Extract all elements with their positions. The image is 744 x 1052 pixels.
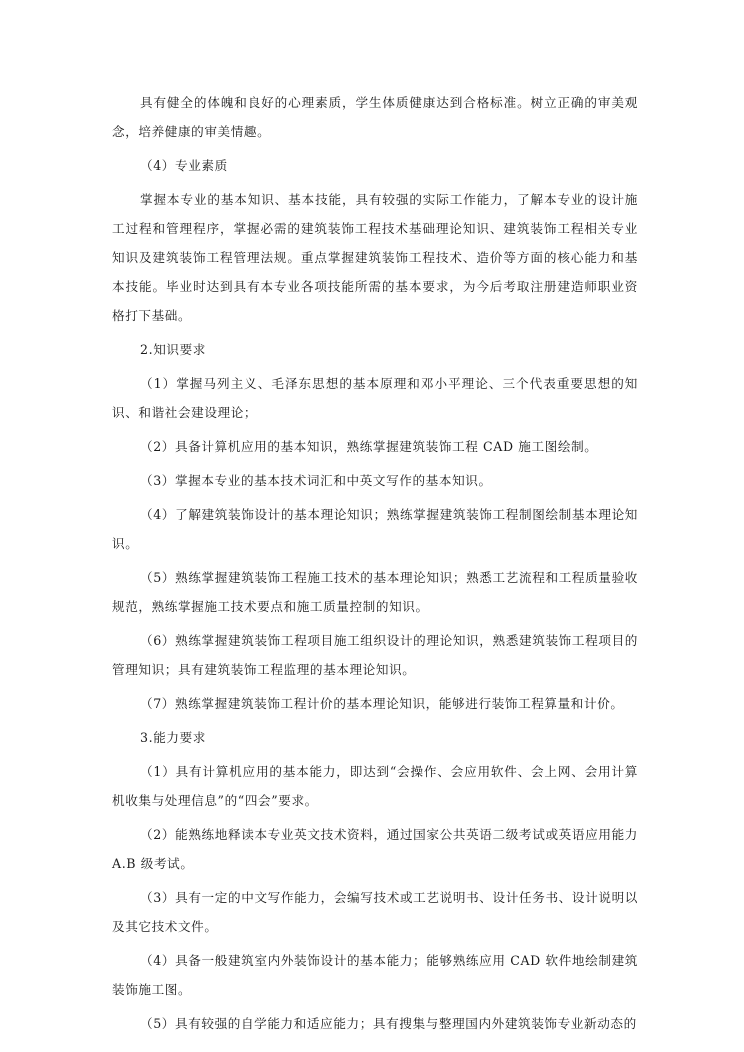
section-heading-ability: 3.能力要求 xyxy=(140,730,206,745)
paragraph-professional-quality: 掌握本专业的基本知识、基本技能，具有较强的实际工作能力，了解本专业的设计施工过程和管理程序，掌握必需的建筑装饰工程技术基础理论知识、建筑装饰工程相关专业知识及建筑装饰工程管理法规。重点掌握建筑装饰工程技术、造价等方面的核心能力和基本技能。毕业时达到具有本专业各项技能所需的基本要求，为今后考取注册建造师职业资格打下基础。 xyxy=(112,192,638,323)
knowledge-item-1: （1）掌握马列主义、毛泽东思想的基本原理和邓小平理论、三个代表重要思想的知识、和谐社会建设理论； xyxy=(112,376,638,420)
section-heading-knowledge: 2.知识要求 xyxy=(140,342,206,357)
paragraph-physical-quality: 具有健全的体魄和良好的心理素质，学生体质健康达到合格标准。树立正确的审美观念，培养健康的审美情趣。 xyxy=(112,95,638,139)
knowledge-item-2: （2）具备计算机应用的基本知识，熟练掌握建筑装饰工程 CAD 施工图绘制。 xyxy=(140,439,598,454)
knowledge-item-3: （3）掌握本专业的基本技术词汇和中英文写作的基本知识。 xyxy=(140,473,492,488)
ability-item-1: （1）具有计算机应用的基本能力，即达到“会操作、会应用软件、会上网、会用计算机收集与处理信息”的“四会”要求。 xyxy=(112,764,638,808)
knowledge-item-7: （7）熟练掌握建筑装饰工程计价的基本理论知识，能够进行装饰工程算量和计价。 xyxy=(140,696,624,711)
ability-item-2: （2）能熟练地释读本专业英文技术资料，通过国家公共英语二级考试或英语应用能力A.B 级考试。 xyxy=(112,827,638,871)
ability-item-5: （5）具有较强的自学能力和适应能力；具有搜集与整理国内外建筑装饰专业新动态的 xyxy=(140,1016,637,1031)
ability-item-4: （4）具备一般建筑室内外装饰设计的基本能力；能够熟练应用 CAD 软件地绘制建筑装饰施工图。 xyxy=(112,953,638,997)
knowledge-item-6: （6）熟练掌握建筑装饰工程项目施工组织设计的理论知识，熟悉建筑装饰工程项目的管理知识；具有建筑装饰工程监理的基本理论知识。 xyxy=(112,633,638,677)
subheading-professional-quality: （4）专业素质 xyxy=(140,158,228,173)
knowledge-item-4: （4）了解建筑装饰设计的基本理论知识；熟练掌握建筑装饰工程制图绘制基本理论知识。 xyxy=(112,507,638,551)
ability-item-3: （3）具有一定的中文写作能力，会编写技术或工艺说明书、设计任务书、设计说明以及其它技术文件。 xyxy=(112,890,638,934)
document-body xyxy=(112,88,638,1043)
knowledge-item-5: （5）熟练掌握建筑装饰工程施工技术的基本理论知识；熟悉工艺流程和工程质量验收规范，熟练掌握施工技术要点和施工质量控制的知识。 xyxy=(112,570,638,614)
